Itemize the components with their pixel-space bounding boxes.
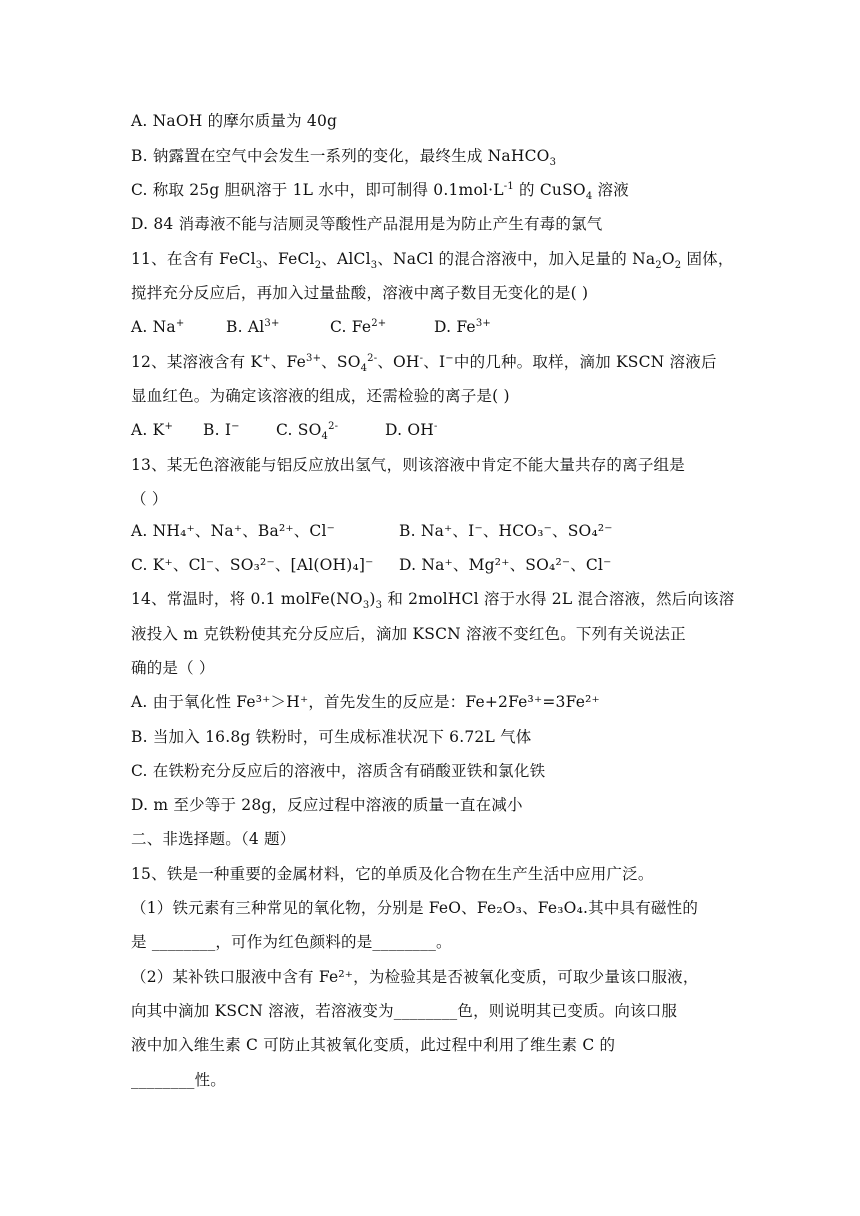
q14-option-c: C. 在铁粉充分反应后的溶液中，溶质含有硝酸亚铁和氯化铁	[131, 762, 546, 780]
q12-options	[131, 420, 438, 443]
q10-option-a: A. NaOH 的摩尔质量为 40g	[131, 112, 338, 130]
q13-option-a: A. NH₄⁺、Na⁺、Ba²⁺、Cl⁻	[131, 522, 336, 540]
q12-option-b: B. I−	[203, 420, 240, 439]
q13-stem-line1: 13、某无色溶液能与铝反应放出氢气，则该溶液中肯定不能大量共存的离子组是	[131, 456, 685, 474]
q14-option-d: D. m 至少等于 28g，反应过程中溶液的质量一直在减小	[131, 796, 523, 814]
q11-option-c: C. $Fe^{2+}$	[330, 317, 387, 336]
q14-stem-line1: 14、常温时，将 0.1 $molFe(NO_3)_3$ 和 2molHCl 溶于水得 2L 混合溶液，然后向该溶	[131, 590, 735, 612]
q12-stem-line1: 12、某溶液含有 K+、$Fe^{3+}$、$SO_4^{2-}$、OH-、I−中的几种。取样，滴加 KSCN 溶液后	[131, 352, 717, 375]
q13-options-row2	[131, 555, 612, 575]
q10-option-b: B. 钠露置在空气中会发生一系列的变化，最终生成 NaHCO$_3$	[131, 147, 557, 169]
q15-part1-line2: 是 ________，可作为红色颜料的是________。	[131, 933, 452, 951]
q15-part2-line1: （2）某补铁口服液中含有 Fe²⁺，为检验其是否被氧化变质，可取少量该口服液，	[131, 968, 699, 986]
q11-stem-line2: 搅拌充分反应后，再加入过量盐酸，溶液中离子数目无变化的是( )	[131, 284, 589, 302]
q15-part2-line2: 向其中滴加 KSCN 溶液，若溶液变为________色，则说明其已变质。向该口服	[131, 1002, 678, 1020]
q13-option-d: D. Na⁺、Mg²⁺、SO₄²⁻、Cl⁻	[399, 556, 612, 574]
q10-option-c: C. 称取 25g 胆矾溶于 1L 水中，即可制得 $0.1mol\cdot L^{-1}$ 的 CuSO$_4$ 溶液	[131, 180, 629, 203]
section-heading: 二、非选择题。（4 题）	[131, 830, 296, 848]
q11-stem-line1: 11、在含有 FeCl$_3$、FeCl$_2$、AlCl$_3$、NaCl 的混合溶液中，加入足量的 $Na_2O_2$ 固体，	[131, 250, 734, 272]
q13-stem-line2: （ ）	[131, 490, 168, 508]
q15-intro: 15、铁是一种重要的金属材料，它的单质及化合物在生产生活中应用广泛。	[131, 865, 654, 883]
q11-options	[131, 317, 491, 337]
q12-option-d: D. OH-	[385, 420, 438, 439]
q10-option-d: D. 84 消毒液不能与洁厕灵等酸性产品混用是为防止产生有毒的氯气	[131, 215, 603, 233]
q13-options-row1	[131, 521, 613, 541]
q13-option-c: C. K⁺、Cl⁻、SO₃²⁻、[Al(OH)₄]⁻	[131, 556, 374, 574]
q14-option-b: B. 当加入 16.8g 铁粉时，可生成标准状况下 6.72L 气体	[131, 728, 532, 746]
q15-part1-line1: （1）铁元素有三种常见的氧化物，分别是 FeO、Fe₂O₃、Fe₃O₄.其中具有磁性的	[131, 899, 699, 917]
q14-stem-line3: 确的是（ ）	[131, 659, 215, 677]
q13-option-b: B. Na⁺、I⁻、HCO₃⁻、SO₄²⁻	[399, 522, 613, 540]
q14-stem-line2: 液投入 m 克铁粉使其充分反应后，滴加 KSCN 溶液不变红色。下列有关说法正	[131, 625, 686, 643]
q12-stem-line2: 显血红色。为确定该溶液的组成，还需检验的离子是( )	[131, 387, 510, 405]
q15-part2-line4: ________性。	[131, 1071, 227, 1089]
q15-part2-line3: 液中加入维生素 C 可防止其被氧化变质，此过程中利用了维生素 C 的	[131, 1036, 616, 1054]
q11-option-d: D. $Fe^{3+}$	[434, 317, 491, 336]
q11-option-b: B. $Al^{3+}$	[226, 317, 280, 336]
q12-option-c: C. $SO_4^{2-}$	[276, 420, 339, 443]
q14-option-a: A. 由于氧化性 Fe³⁺＞H⁺，首先发生的反应是：Fe+2Fe³⁺=3Fe²⁺	[131, 693, 600, 711]
q12-option-a: A. K+	[131, 420, 174, 439]
q11-option-a: A. Na+	[131, 317, 185, 336]
